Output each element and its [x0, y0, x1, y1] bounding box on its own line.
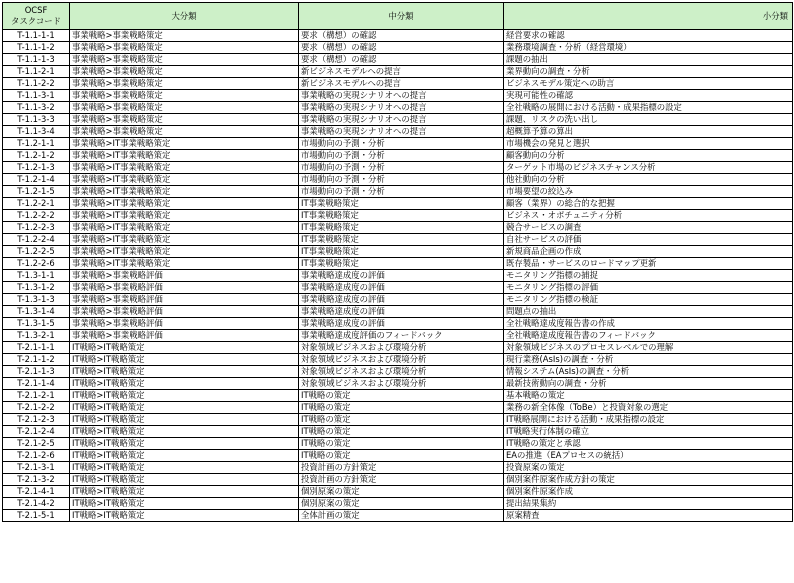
cell-major-category[interactable]: 事業戦略>IT事業戦略策定 — [70, 258, 299, 270]
table-row — [3, 102, 793, 114]
table-row — [3, 354, 793, 366]
cell-minor-category[interactable]: 超概算予算の算出 — [504, 126, 793, 138]
cell-minor-category[interactable]: 全社戦略達成度報告書のフィードバック — [504, 330, 793, 342]
header-mid-category[interactable]: 中分類 — [299, 3, 504, 30]
cell-mid-category[interactable]: 事業戦略達成度の評価 — [299, 282, 504, 294]
table-row — [3, 390, 793, 402]
cell-task-code[interactable]: T-2.1-1-2 — [3, 354, 70, 366]
task-code-sheet — [2, 2, 792, 522]
cell-task-code[interactable]: T-2.1-2-2 — [3, 402, 70, 414]
cell-mid-category[interactable]: IT戦略の策定 — [299, 414, 504, 426]
cell-minor-category[interactable]: 経営要求の確認 — [504, 30, 793, 42]
cell-task-code[interactable]: T-1.2-2-4 — [3, 234, 70, 246]
table-row — [3, 54, 793, 66]
table-row — [3, 234, 793, 246]
cell-mid-category[interactable]: 要求（構想）の確認 — [299, 54, 504, 66]
cell-mid-category[interactable]: 事業戦略達成度の評価 — [299, 306, 504, 318]
task-table — [2, 2, 793, 522]
cell-major-category[interactable]: 事業戦略>IT事業戦略策定 — [70, 246, 299, 258]
cell-major-category[interactable]: 事業戦略>事業戦略策定 — [70, 54, 299, 66]
cell-task-code[interactable]: T-1.3-1-5 — [3, 318, 70, 330]
cell-minor-category[interactable]: 個別案件原案作成 — [504, 486, 793, 498]
table-row — [3, 366, 793, 378]
cell-minor-category[interactable]: 課題の抽出 — [504, 54, 793, 66]
cell-task-code[interactable]: T-1.2-2-5 — [3, 246, 70, 258]
table-row — [3, 462, 793, 474]
table-row — [3, 270, 793, 282]
table-row — [3, 186, 793, 198]
table-row — [3, 294, 793, 306]
cell-major-category[interactable]: 事業戦略>IT事業戦略策定 — [70, 222, 299, 234]
table-row — [3, 414, 793, 426]
cell-task-code[interactable]: T-1.2-1-5 — [3, 186, 70, 198]
cell-major-category[interactable]: 事業戦略>事業戦略策定 — [70, 78, 299, 90]
cell-task-code[interactable]: T-1.3-1-2 — [3, 282, 70, 294]
cell-task-code[interactable]: T-2.1-1-3 — [3, 366, 70, 378]
cell-task-code[interactable]: T-1.2-2-1 — [3, 198, 70, 210]
cell-mid-category[interactable]: IT事業戦略策定 — [299, 210, 504, 222]
cell-task-code[interactable]: T-2.1-3-2 — [3, 474, 70, 486]
cell-task-code[interactable]: T-2.1-4-1 — [3, 486, 70, 498]
cell-minor-category[interactable]: IT戦略展開における活動・成果指標の設定 — [504, 414, 793, 426]
cell-major-category[interactable]: 事業戦略>事業戦略評価 — [70, 294, 299, 306]
cell-minor-category[interactable]: ターゲット市場のビジネスチャンス分析 — [504, 162, 793, 174]
table-row — [3, 138, 793, 150]
cell-mid-category[interactable]: 市場動向の予測・分析 — [299, 186, 504, 198]
cell-task-code[interactable]: T-2.1-1-1 — [3, 342, 70, 354]
cell-major-category[interactable]: IT戦略>IT戦略策定 — [70, 366, 299, 378]
cell-task-code[interactable]: T-1.1-3-1 — [3, 90, 70, 102]
cell-major-category[interactable]: IT戦略>IT戦略策定 — [70, 474, 299, 486]
table-row — [3, 486, 793, 498]
cell-mid-category[interactable]: 要求（構想）の確認 — [299, 42, 504, 54]
cell-major-category[interactable]: IT戦略>IT戦略策定 — [70, 450, 299, 462]
cell-major-category[interactable]: 事業戦略>IT事業戦略策定 — [70, 138, 299, 150]
table-row — [3, 450, 793, 462]
cell-major-category[interactable]: 事業戦略>事業戦略評価 — [70, 318, 299, 330]
cell-major-category[interactable]: IT戦略>IT戦略策定 — [70, 378, 299, 390]
cell-minor-category[interactable]: 投資原案の策定 — [504, 462, 793, 474]
table-row — [3, 258, 793, 270]
cell-mid-category[interactable]: 市場動向の予測・分析 — [299, 162, 504, 174]
cell-task-code[interactable]: T-1.1-3-3 — [3, 114, 70, 126]
table-row — [3, 498, 793, 510]
cell-task-code[interactable]: T-1.1-3-4 — [3, 126, 70, 138]
table-row — [3, 42, 793, 54]
cell-minor-category[interactable]: 競合サービスの調査 — [504, 222, 793, 234]
cell-major-category[interactable]: 事業戦略>事業戦略策定 — [70, 66, 299, 78]
cell-mid-category[interactable]: IT事業戦略策定 — [299, 258, 504, 270]
cell-minor-category[interactable]: EAの推進（EAプロセスの統括） — [504, 450, 793, 462]
cell-major-category[interactable]: IT戦略>IT戦略策定 — [70, 510, 299, 522]
cell-mid-category[interactable]: IT戦略の策定 — [299, 450, 504, 462]
cell-minor-category[interactable]: 新規商品企画の作成 — [504, 246, 793, 258]
cell-task-code[interactable]: T-2.1-2-3 — [3, 414, 70, 426]
cell-minor-category[interactable]: 自社サービスの評価 — [504, 234, 793, 246]
cell-minor-category[interactable]: 業界動向の調査・分析 — [504, 66, 793, 78]
cell-major-category[interactable]: IT戦略>IT戦略策定 — [70, 342, 299, 354]
table-row — [3, 378, 793, 390]
cell-major-category[interactable]: 事業戦略>事業戦略策定 — [70, 42, 299, 54]
table-row — [3, 402, 793, 414]
cell-mid-category[interactable]: IT戦略の策定 — [299, 402, 504, 414]
cell-mid-category[interactable]: 新ビジネスモデルへの提言 — [299, 66, 504, 78]
cell-major-category[interactable]: 事業戦略>IT事業戦略策定 — [70, 210, 299, 222]
cell-major-category[interactable]: 事業戦略>IT事業戦略策定 — [70, 150, 299, 162]
cell-minor-category[interactable]: 最新技術動向の調査・分析 — [504, 378, 793, 390]
header-major-category[interactable]: 大分類 — [70, 3, 299, 30]
cell-mid-category[interactable]: 市場動向の予測・分析 — [299, 138, 504, 150]
cell-mid-category[interactable]: 投資計画の方針策定 — [299, 474, 504, 486]
cell-minor-category[interactable]: 他社動向の分析 — [504, 174, 793, 186]
cell-mid-category[interactable]: IT戦略の策定 — [299, 438, 504, 450]
cell-major-category[interactable]: 事業戦略>事業戦略策定 — [70, 114, 299, 126]
cell-task-code[interactable]: T-2.1-2-4 — [3, 426, 70, 438]
cell-task-code[interactable]: T-2.1-1-4 — [3, 378, 70, 390]
cell-task-code[interactable]: T-1.1-1-2 — [3, 42, 70, 54]
cell-major-category[interactable]: 事業戦略>事業戦略策定 — [70, 30, 299, 42]
table-row — [3, 510, 793, 522]
cell-task-code[interactable]: T-1.3-1-4 — [3, 306, 70, 318]
cell-major-category[interactable]: IT戦略>IT戦略策定 — [70, 426, 299, 438]
cell-mid-category[interactable]: 対象領域ビジネスおよび環境分析 — [299, 366, 504, 378]
cell-task-code[interactable]: T-2.1-2-6 — [3, 450, 70, 462]
table-row — [3, 210, 793, 222]
cell-mid-category[interactable]: 事業戦略達成度の評価 — [299, 294, 504, 306]
cell-task-code[interactable]: T-2.1-2-1 — [3, 390, 70, 402]
cell-minor-category[interactable]: 業務の新全体像（ToBe）と投資対象の選定 — [504, 402, 793, 414]
cell-major-category[interactable]: IT戦略>IT戦略策定 — [70, 402, 299, 414]
cell-minor-category[interactable]: 現行業務(AsIs)の調査・分析 — [504, 354, 793, 366]
cell-mid-category[interactable]: IT事業戦略策定 — [299, 234, 504, 246]
table-row — [3, 174, 793, 186]
table-row — [3, 198, 793, 210]
table-row — [3, 150, 793, 162]
cell-minor-category[interactable]: モニタリング指標の評価 — [504, 282, 793, 294]
cell-major-category[interactable]: 事業戦略>IT事業戦略策定 — [70, 162, 299, 174]
table-row — [3, 330, 793, 342]
cell-task-code[interactable]: T-1.1-3-2 — [3, 102, 70, 114]
cell-minor-category[interactable]: 提出結果集約 — [504, 498, 793, 510]
cell-mid-category[interactable]: IT事業戦略策定 — [299, 198, 504, 210]
cell-task-code[interactable]: T-1.3-2-1 — [3, 330, 70, 342]
cell-mid-category[interactable]: 事業戦略の実現シナリオへの提言 — [299, 114, 504, 126]
cell-minor-category[interactable]: 原案精査 — [504, 510, 793, 522]
cell-task-code[interactable]: T-1.2-1-4 — [3, 174, 70, 186]
cell-minor-category[interactable]: ビジネスモデル策定への助言 — [504, 78, 793, 90]
cell-major-category[interactable]: 事業戦略>IT事業戦略策定 — [70, 186, 299, 198]
cell-mid-category[interactable]: 対象領域ビジネスおよび環境分析 — [299, 354, 504, 366]
header-task-code-bottom: タスクコード — [10, 16, 62, 26]
cell-mid-category[interactable]: IT戦略の策定 — [299, 426, 504, 438]
cell-minor-category[interactable]: 問題点の抽出 — [504, 306, 793, 318]
table-row — [3, 474, 793, 486]
cell-task-code[interactable]: T-1.2-1-2 — [3, 150, 70, 162]
table-row — [3, 90, 793, 102]
cell-major-category[interactable]: IT戦略>IT戦略策定 — [70, 354, 299, 366]
cell-mid-category[interactable]: IT事業戦略策定 — [299, 222, 504, 234]
cell-mid-category[interactable]: 要求（構想）の確認 — [299, 30, 504, 42]
cell-minor-category[interactable]: 対象領域ビジネスのプロセスレベルでの理解 — [504, 342, 793, 354]
cell-task-code[interactable]: T-1.1-2-1 — [3, 66, 70, 78]
cell-major-category[interactable]: 事業戦略>事業戦略評価 — [70, 306, 299, 318]
cell-major-category[interactable]: IT戦略>IT戦略策定 — [70, 486, 299, 498]
cell-task-code[interactable]: T-2.1-3-1 — [3, 462, 70, 474]
table-row — [3, 78, 793, 90]
cell-minor-category[interactable]: 業務環境調査・分析（経営環境） — [504, 42, 793, 54]
table-row — [3, 222, 793, 234]
table-row — [3, 282, 793, 294]
cell-task-code[interactable]: T-2.1-4-2 — [3, 498, 70, 510]
table-row — [3, 30, 793, 42]
cell-mid-category[interactable]: 事業戦略達成度の評価 — [299, 318, 504, 330]
header-minor-category[interactable]: 小分類 — [504, 3, 793, 30]
cell-task-code[interactable]: T-1.1-2-2 — [3, 78, 70, 90]
cell-task-code[interactable]: T-1.2-1-1 — [3, 138, 70, 150]
cell-minor-category[interactable]: 市場要望の絞込み — [504, 186, 793, 198]
table-row — [3, 426, 793, 438]
cell-major-category[interactable]: 事業戦略>事業戦略評価 — [70, 282, 299, 294]
cell-mid-category[interactable]: IT事業戦略策定 — [299, 246, 504, 258]
cell-mid-category[interactable]: 全体計画の策定 — [299, 510, 504, 522]
cell-mid-category[interactable]: 対象領域ビジネスおよび環境分析 — [299, 342, 504, 354]
cell-minor-category[interactable]: モニタリング指標の捕捉 — [504, 270, 793, 282]
cell-minor-category[interactable]: IT戦略の策定と承認 — [504, 438, 793, 450]
cell-mid-category[interactable]: 事業戦略の実現シナリオへの提言 — [299, 126, 504, 138]
cell-task-code[interactable]: T-1.2-2-6 — [3, 258, 70, 270]
cell-minor-category[interactable]: 実現可能性の確認 — [504, 90, 793, 102]
cell-minor-category[interactable]: 全社戦略の展開における活動・成果指標の設定 — [504, 102, 793, 114]
cell-minor-category[interactable]: 課題、リスクの洗い出し — [504, 114, 793, 126]
cell-minor-category[interactable]: 顧客動向の分析 — [504, 150, 793, 162]
cell-major-category[interactable]: 事業戦略>事業戦略策定 — [70, 90, 299, 102]
cell-task-code[interactable]: T-2.1-2-5 — [3, 438, 70, 450]
table-row — [3, 342, 793, 354]
table-row — [3, 126, 793, 138]
cell-major-category[interactable]: IT戦略>IT戦略策定 — [70, 498, 299, 510]
cell-mid-category[interactable]: 投資計画の方針策定 — [299, 462, 504, 474]
cell-major-category[interactable]: 事業戦略>事業戦略評価 — [70, 270, 299, 282]
cell-major-category[interactable]: 事業戦略>IT事業戦略策定 — [70, 234, 299, 246]
cell-mid-category[interactable]: 市場動向の予測・分析 — [299, 150, 504, 162]
cell-task-code[interactable]: T-2.1-5-1 — [3, 510, 70, 522]
table-row — [3, 66, 793, 78]
cell-task-code[interactable]: T-1.2-1-3 — [3, 162, 70, 174]
cell-major-category[interactable]: IT戦略>IT戦略策定 — [70, 390, 299, 402]
cell-minor-category[interactable]: 市場機会の発見と選択 — [504, 138, 793, 150]
cell-major-category[interactable]: 事業戦略>IT事業戦略策定 — [70, 198, 299, 210]
table-row — [3, 318, 793, 330]
cell-minor-category[interactable]: 顧客（業界）の総合的な把握 — [504, 198, 793, 210]
cell-task-code[interactable]: T-1.2-2-3 — [3, 222, 70, 234]
cell-major-category[interactable]: IT戦略>IT戦略策定 — [70, 462, 299, 474]
cell-minor-category[interactable]: 情報システム(AsIs)の調査・分析 — [504, 366, 793, 378]
cell-mid-category[interactable]: 事業戦略の実現シナリオへの提言 — [299, 102, 504, 114]
cell-major-category[interactable]: IT戦略>IT戦略策定 — [70, 438, 299, 450]
cell-mid-category[interactable]: 事業戦略の実現シナリオへの提言 — [299, 90, 504, 102]
cell-minor-category[interactable]: IT戦略実行体制の確立 — [504, 426, 793, 438]
header-task-code[interactable] — [3, 3, 70, 30]
cell-mid-category[interactable]: 事業戦略達成度評価のフィードバック — [299, 330, 504, 342]
cell-mid-category[interactable]: 事業戦略達成度の評価 — [299, 270, 504, 282]
cell-minor-category[interactable]: モニタリング指標の検証 — [504, 294, 793, 306]
table-row — [3, 438, 793, 450]
cell-mid-category[interactable]: 個別原案の策定 — [299, 486, 504, 498]
cell-major-category[interactable]: 事業戦略>IT事業戦略策定 — [70, 174, 299, 186]
cell-major-category[interactable]: IT戦略>IT戦略策定 — [70, 414, 299, 426]
header-task-code-top: OCSF — [24, 5, 48, 15]
table-row — [3, 306, 793, 318]
cell-major-category[interactable]: 事業戦略>事業戦略策定 — [70, 102, 299, 114]
cell-mid-category[interactable]: 新ビジネスモデルへの提言 — [299, 78, 504, 90]
table-row — [3, 114, 793, 126]
cell-minor-category[interactable]: 全社戦略達成度報告書の作成 — [504, 318, 793, 330]
cell-task-code[interactable]: T-1.1-1-3 — [3, 54, 70, 66]
cell-task-code[interactable]: T-1.3-1-1 — [3, 270, 70, 282]
cell-minor-category[interactable]: ビジネス・オポチュニティ分析 — [504, 210, 793, 222]
cell-minor-category[interactable]: 既存製品・サービスのロードマップ更新 — [504, 258, 793, 270]
table-row — [3, 246, 793, 258]
cell-minor-category[interactable]: 基本戦略の策定 — [504, 390, 793, 402]
table-row — [3, 162, 793, 174]
cell-major-category[interactable]: 事業戦略>事業戦略策定 — [70, 126, 299, 138]
cell-mid-category[interactable]: 市場動向の予測・分析 — [299, 174, 504, 186]
cell-task-code[interactable]: T-1.3-1-3 — [3, 294, 70, 306]
cell-mid-category[interactable]: IT戦略の策定 — [299, 390, 504, 402]
cell-task-code[interactable]: T-1.1-1-1 — [3, 30, 70, 42]
cell-mid-category[interactable]: 個別原案の策定 — [299, 498, 504, 510]
cell-major-category[interactable]: 事業戦略>事業戦略評価 — [70, 330, 299, 342]
cell-mid-category[interactable]: 対象領域ビジネスおよび環境分析 — [299, 378, 504, 390]
cell-task-code[interactable]: T-1.2-2-2 — [3, 210, 70, 222]
cell-minor-category[interactable]: 個別案件原案作成方針の策定 — [504, 474, 793, 486]
header-row — [3, 3, 793, 30]
